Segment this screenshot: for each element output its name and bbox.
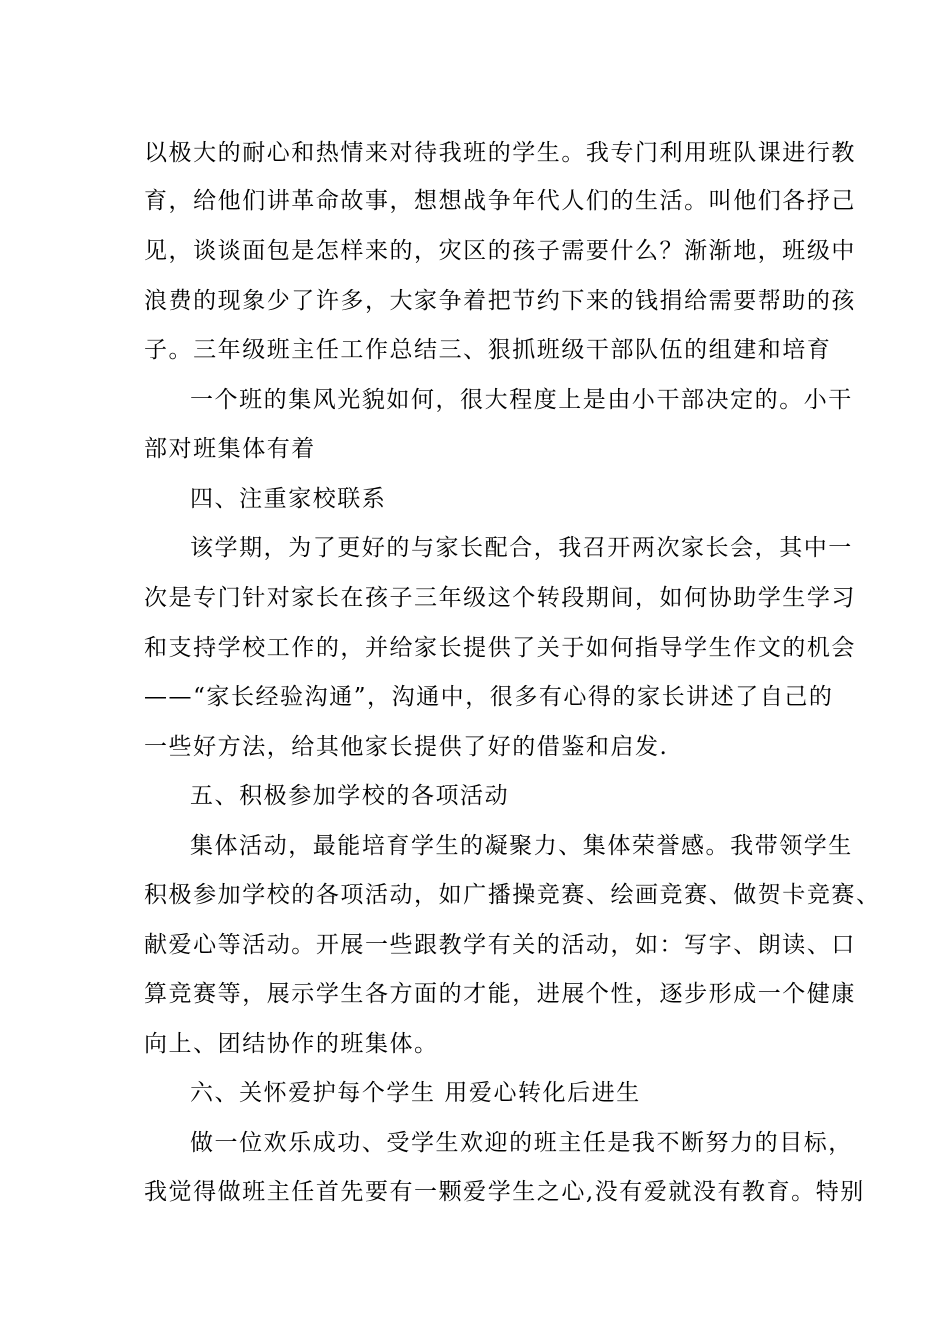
paragraph-line: 以极大的耐心和热情来对待我班的学生。我专门利用班队课进行教 [144,140,856,166]
paragraph-line: 我觉得做班主任首先要有一颗爱学生之心,没有爱就没有教育。特别 [144,1179,865,1205]
paragraph-line: 一些好方法，给其他家长提供了好的借鉴和启发. [144,734,669,760]
paragraph-line: 算竞赛等，展示学生各方面的才能，进展个性，逐步形成一个健康 [144,981,856,1007]
paragraph-line: 积极参加学校的各项活动，如广播操竞赛、绘画竞赛、做贺卡竞赛、 [144,882,881,908]
paragraph-line: 集体活动，最能培育学生的凝聚力、集体荣誉感。我带领学生 [190,833,853,859]
paragraph-line: 见，谈谈面包是怎样来的，灾区的孩子需要什么？渐渐地，班级中 [144,238,856,264]
paragraph-line: 部对班集体有着 [144,436,316,462]
section-heading: 四、注重家校联系 [190,486,387,512]
paragraph-line: 次是专门针对家长在孩子三年级这个转段期间，如何协助学生学习 [144,585,856,611]
paragraph-line: 育，给他们讲革命故事，想想战争年代人们的生活。叫他们各抒己 [144,188,856,214]
paragraph-line: 该学期，为了更好的与家长配合，我召开两次家长会，其中一 [190,535,853,561]
paragraph-line: 一个班的集风光貌如何，很大程度上是由小干部决定的。小干 [190,387,853,413]
paragraph-line: 献爱心等活动。开展一些跟教学有关的活动，如：写字、朗读、口 [144,932,856,958]
paragraph-line: 向上、团结协作的班集体。 [144,1031,439,1057]
paragraph-line: 做一位欢乐成功、受学生欢迎的班主任是我不断努力的目标， [190,1130,853,1156]
paragraph-line: 子。三年级班主任工作总结三、狠抓班级干部队伍的组建和培育 [144,337,832,363]
section-heading: 六、关怀爱护每个学生 用爱心转化后进生 [190,1080,641,1106]
paragraph-line: 浪费的现象少了许多，大家争着把节约下来的钱捐给需要帮助的孩 [144,288,856,314]
paragraph-line: 和支持学校工作的，并给家长提供了关于如何指导学生作文的机会 [144,635,856,661]
section-heading: 五、积极参加学校的各项活动 [190,783,510,809]
paragraph-line: ——“家长经验沟通”，沟通中，很多有心得的家长讲述了自己的 [144,684,834,710]
